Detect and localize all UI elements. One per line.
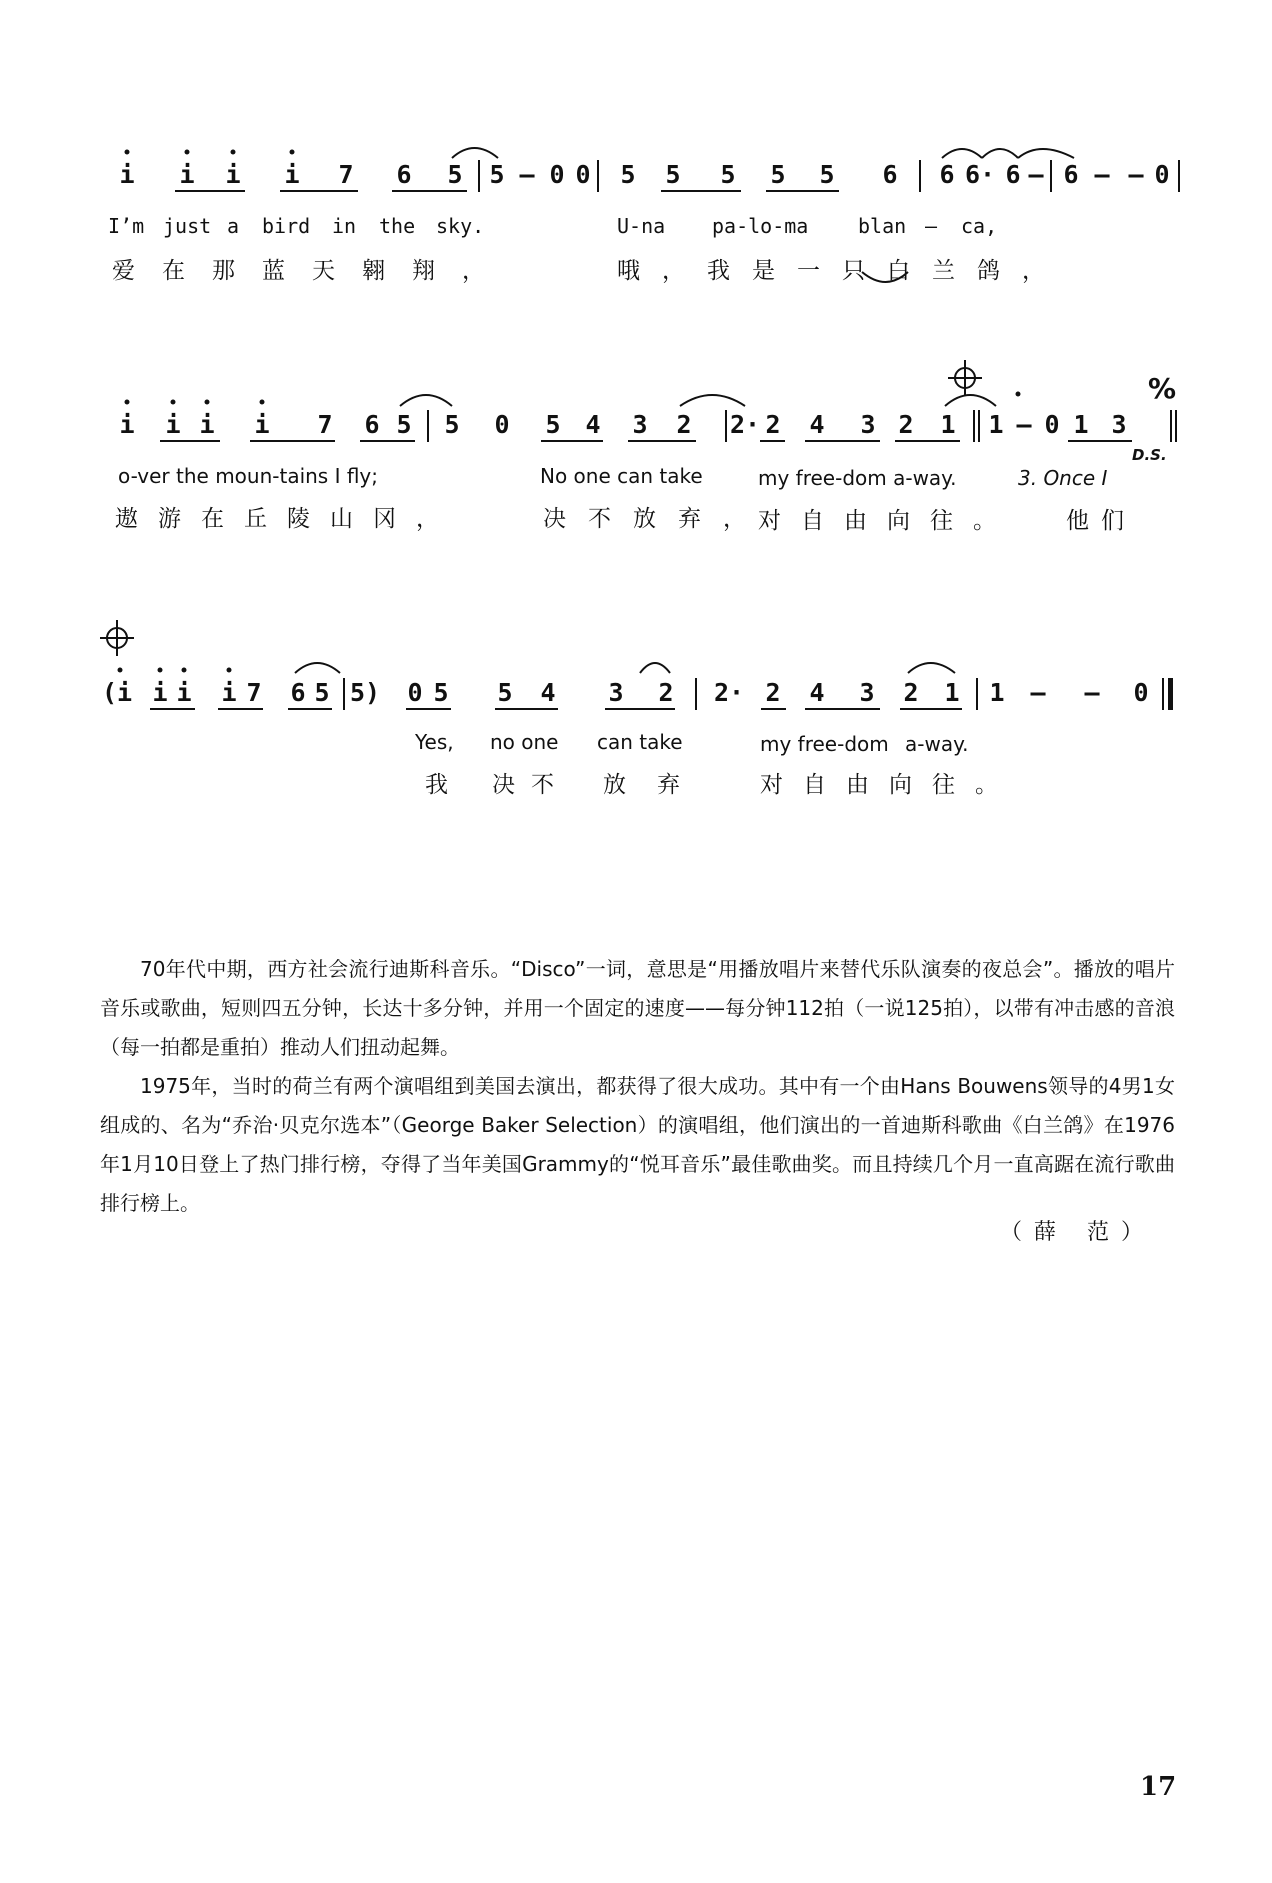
note: 1	[944, 678, 960, 707]
note: 1	[989, 678, 1005, 707]
lyric-en: –	[925, 214, 938, 238]
lyric-en: a-way.	[905, 732, 969, 756]
note: 6	[290, 678, 306, 707]
note: i	[165, 410, 181, 439]
lyric-zh: 对自由向往。	[760, 772, 1018, 798]
note: 6	[1005, 160, 1021, 189]
note: 5	[396, 410, 412, 439]
note: 0	[575, 160, 591, 189]
lyric-zh: 弃	[657, 772, 700, 798]
note: 7	[338, 160, 354, 189]
lyric-en: Yes,	[415, 730, 454, 754]
article-paragraph: 1975年，当时的荷兰有两个演唱组到美国去演出，都获得了很大成功。其中有一个由Hans Bouwens领导的4男1女组成的、名为“乔治·贝克尔选本”（George Baker Selection）的演唱组，他们演出的一首迪斯科歌曲《白兰鸽》在1976年1月10日登上了热门排行榜，夺得了当年美国Grammy的“悦耳音乐”最佳歌曲奖。而且持续几个月一直高踞在流行歌曲排行榜上。	[100, 1074, 1175, 1215]
article-paragraph: 70年代中期，西方社会流行迪斯科音乐。“Disco”一词，意思是“用播放唱片来替代乐队演奏的夜总会”。播放的唱片音乐或歌曲，短则四五分钟，长达十多分钟，并用一个固定的速度——每分钟112拍（一说125拍），以带有冲击感的音浪（每一拍都是重拍）推动人们扭动起舞。	[100, 957, 1175, 1059]
note: 4	[809, 678, 825, 707]
note: 2	[765, 678, 781, 707]
note: i	[284, 160, 300, 189]
note: i	[221, 678, 237, 707]
note: 5	[497, 678, 513, 707]
note: 0	[494, 410, 510, 439]
note: 1	[1073, 410, 1089, 439]
lyric-zh: 爱在那蓝天翱翔，	[112, 258, 512, 284]
note: 0	[549, 160, 565, 189]
note: i	[152, 678, 168, 707]
note: 2	[676, 410, 692, 439]
note: 5	[433, 678, 449, 707]
note: –	[1030, 678, 1046, 707]
note: 2·	[729, 410, 761, 439]
note: i	[254, 410, 270, 439]
lyric-en: ca,	[961, 214, 998, 238]
note: i	[176, 678, 192, 707]
lyric-en: o-ver the moun-tains I fly;	[118, 464, 379, 488]
note: 6·	[964, 160, 996, 189]
note: 2·	[713, 678, 745, 707]
note: i	[179, 160, 195, 189]
lyric-en: blan	[858, 214, 907, 238]
note: 2	[898, 410, 914, 439]
lyric-zh: 放	[603, 772, 646, 798]
svg-text:%: %	[1148, 372, 1177, 405]
note: 5	[489, 160, 505, 189]
lyric-en: my free-dom a-way.	[758, 466, 957, 490]
lyric-zh: 对自由向往。	[758, 508, 1016, 534]
slurs	[295, 148, 1074, 673]
note: 6	[364, 410, 380, 439]
note: 5	[620, 160, 636, 189]
note: 7	[317, 410, 333, 439]
segno-icon	[1148, 372, 1176, 405]
note: 6	[396, 160, 412, 189]
note: 5	[720, 160, 736, 189]
ds-mark: D.S.	[1132, 446, 1167, 464]
note: 3	[632, 410, 648, 439]
lyric-en: a	[227, 214, 240, 238]
note: 2	[765, 410, 781, 439]
lyric-en: I’m	[108, 214, 145, 238]
lyric-en: in	[332, 214, 357, 238]
note: 3	[860, 410, 876, 439]
note: 3	[1111, 410, 1127, 439]
page-number: 17	[1140, 1772, 1177, 1802]
lyric-zh: 决不放弃，	[543, 506, 768, 532]
note: 5	[447, 160, 463, 189]
note: 6	[939, 160, 955, 189]
note: 0	[407, 678, 423, 707]
note: 2	[658, 678, 674, 707]
note: 4	[809, 410, 825, 439]
note: 0	[1044, 410, 1060, 439]
note: 4	[585, 410, 601, 439]
note: 5)	[349, 678, 381, 707]
note: 5	[545, 410, 561, 439]
note: i	[119, 410, 135, 439]
lyric-en: U-na	[617, 214, 666, 238]
note: (i	[101, 678, 133, 707]
note: i	[199, 410, 215, 439]
note: –	[1094, 160, 1110, 189]
note: –	[1128, 160, 1144, 189]
note: 5	[770, 160, 786, 189]
note: 0	[1154, 160, 1170, 189]
lyric-en: bird	[262, 214, 311, 238]
article-text	[100, 950, 1175, 1223]
note: 7	[246, 678, 262, 707]
note: 5	[314, 678, 330, 707]
lyric-en: 3. Once I	[1018, 466, 1108, 490]
note: 6	[1063, 160, 1079, 189]
note: 1	[988, 410, 1004, 439]
note: 2	[903, 678, 919, 707]
lyric-zh: 决不	[492, 772, 570, 798]
note: –	[1016, 410, 1032, 439]
author-credit: （薛 范）	[1000, 1220, 1155, 1245]
octave-dots	[118, 150, 1021, 673]
lyric-zh: 他们	[1066, 508, 1136, 534]
lyric-en: No one can take	[540, 464, 703, 488]
note: –	[1028, 160, 1044, 189]
lyric-zh: 遨游在丘陵山冈，	[115, 506, 459, 532]
note: 3	[859, 678, 875, 707]
note: i	[225, 160, 241, 189]
lyric-en: sky.	[436, 214, 485, 238]
coda-icon	[100, 620, 134, 656]
notation-overlay	[0, 0, 1272, 900]
note: i	[119, 160, 135, 189]
lyric-en: pa-lo-ma	[712, 214, 809, 238]
note: 4	[540, 678, 556, 707]
lyric-en: the	[379, 214, 416, 238]
coda-icon	[948, 360, 982, 396]
note: –	[1084, 678, 1100, 707]
lyric-zh: 哦，我是一只白兰鸽，	[617, 258, 1067, 284]
note: 5	[444, 410, 460, 439]
note: 6	[882, 160, 898, 189]
lyric-en: just	[163, 214, 212, 238]
lyric-zh: 我	[425, 772, 468, 798]
note: 5	[665, 160, 681, 189]
lyric-en: my free-dom	[760, 732, 889, 756]
lyric-en: no one	[490, 730, 559, 754]
note: –	[519, 160, 535, 189]
note: 3	[608, 678, 624, 707]
note: 0	[1133, 678, 1149, 707]
note: 5	[819, 160, 835, 189]
lyric-en: can take	[597, 730, 683, 754]
note: 1	[940, 410, 956, 439]
